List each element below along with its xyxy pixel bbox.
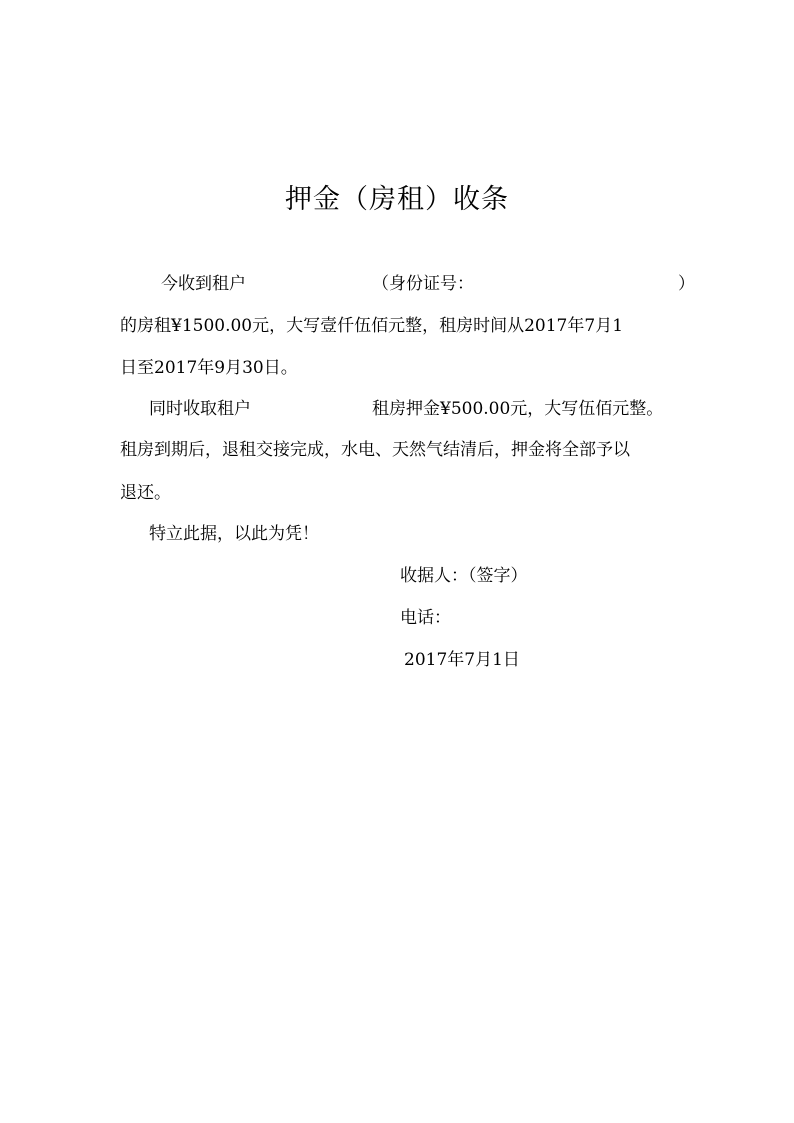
- id-number-label: （身份证号：: [372, 274, 474, 294]
- page-title: 押金（房租）收条: [285, 184, 509, 215]
- refund-terms-text: 租房到期后，退租交接完成，水电、天然气结清后，押金将全部予以: [120, 440, 630, 460]
- phone-label: 电话：: [400, 608, 451, 628]
- refund-terms-end-text: 退还。: [120, 483, 171, 503]
- deposit-amount-text: 租房押金¥500.00元，大写伍佰元整。: [372, 399, 664, 419]
- rent-amount-text: 的房租¥1500.00元，大写壹仟伍佰元整，租房时间从2017年7月1: [120, 316, 624, 336]
- receipt-date: 2017年7月1日: [404, 650, 520, 670]
- tenant-received-text: 今收到租户: [161, 274, 246, 294]
- receiver-signature-label: 收据人：（签字）: [400, 566, 528, 586]
- id-number-close: ）: [678, 274, 695, 294]
- deposit-tenant-text: 同时收取租户: [149, 399, 251, 419]
- rent-period-text: 日至2017年9月30日。: [120, 358, 298, 378]
- certification-text: 特立此据，以此为凭！: [149, 524, 319, 544]
